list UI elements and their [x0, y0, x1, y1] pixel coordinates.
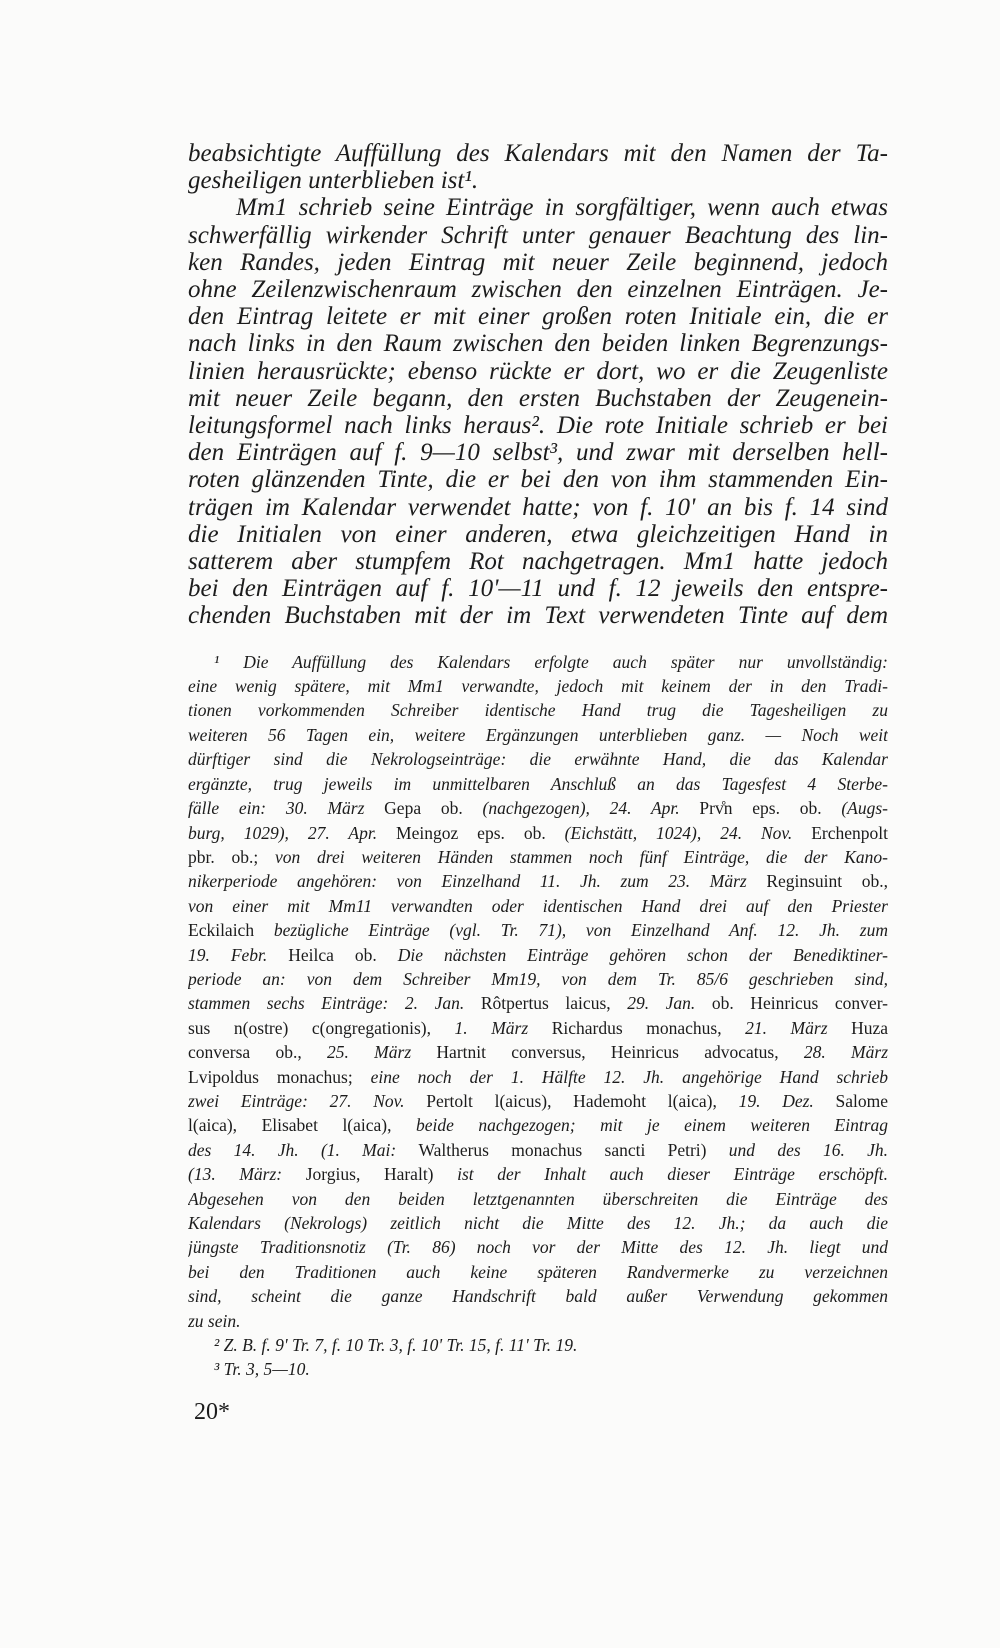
body-line: leitungsformel nach links heraus². Die rote Initiale schrieb er bei — [188, 412, 888, 440]
body-line: chenden Buchstaben mit der im Text verwendeten Tinte auf dem — [188, 602, 888, 630]
footnote-segment: von einer mit Mm11 verwandten oder identischen Hand drei auf den Priester — [188, 895, 888, 916]
footnote-segment: stammen sechs Einträge: 2. Jan. — [188, 993, 481, 1014]
footnote-segment: eine wenig spätere, mit Mm1 verwandte, jedoch mit keinem der in den Tradi- — [188, 676, 888, 697]
footnote-segment: sind, scheint die ganze Handschrift bald außer Verwendung gekommen — [188, 1286, 888, 1307]
footnote-segment: Die nächsten Einträge gehören schon der Benediktiner- — [397, 944, 888, 965]
footnote-1-line — [188, 1016, 888, 1040]
footnote-segment: zu sein. — [188, 1310, 241, 1331]
footnote-segment: conversa ob., — [188, 1042, 328, 1063]
footnote-segment: weiteren 56 Tagen ein, weitere Ergänzungen unterblieben ganz. — Noch weit — [188, 724, 888, 745]
footnote-1-line — [188, 1089, 888, 1113]
body-line: ken Randes, jeden Eintrag mit neuer Zeile beginnend, jedoch — [188, 248, 888, 276]
footnote-segment: Jorgius, Haralt) — [305, 1164, 458, 1185]
page-content — [188, 140, 888, 1382]
footnote-1-line — [188, 967, 888, 991]
footnote-segment: beide nachgezogen; mit je einem weiteren Eintrag — [416, 1115, 888, 1136]
footnote-1-line — [188, 1138, 888, 1162]
footnote-segment: ¹ Die Auffüllung des Kalendars erfolgte auch später nur unvollständig: — [214, 651, 888, 672]
footnote-segment: (Augs- — [841, 798, 888, 819]
body-line: schwerfällig wirkender Schrift unter genauer Beachtung des lin- — [188, 221, 888, 249]
footnote-segment: (13. März: — [188, 1164, 306, 1185]
footnote-segment: 19. Dez. — [738, 1090, 836, 1111]
footnote-1-line — [188, 1235, 888, 1259]
footnote-segment: periode an: von dem Schreiber Mm19, von dem Tr. 85/6 geschrieben sind, — [188, 968, 888, 989]
footnote-1-line — [188, 1040, 888, 1064]
footnote-segment: 28. März — [803, 1042, 888, 1063]
footnote-1-line — [188, 845, 888, 869]
footnote-segment: Erchenpolt — [811, 822, 888, 843]
footnote-1-line — [188, 918, 888, 942]
footnote-segment: (nachgezogen), 24. Apr. — [482, 798, 700, 819]
footnote-2: ² Z. B. f. 9' Tr. 7, f. 10 Tr. 3, f. 10' Tr. 15, f. 11' Tr. 19. — [214, 1335, 578, 1356]
footnote-segment: zwei Einträge: 27. Nov. — [188, 1090, 427, 1111]
footnote-segment: Lvipoldus monachus; — [188, 1066, 371, 1087]
footnote-segment: tionen vorkommenden Schreiber identische Hand trug die Tagesheiligen zu — [188, 700, 888, 721]
footnote-1-line — [188, 698, 888, 722]
footnote-segment: Meingoz eps. ob. — [396, 822, 565, 843]
footnote-segment: bezügliche Einträge (vgl. Tr. 71), von Einzelhand Anf. 12. Jh. zum — [273, 920, 888, 941]
body-line: roten glänzenden Tinte, die er bei den von ihm stammenden Ein- — [188, 466, 888, 494]
footnote-segment: 25. März — [327, 1042, 437, 1063]
footnote-1-line — [188, 1284, 888, 1308]
body-line: beabsichtigte Auffüllung des Kalendars mit den Namen der Ta- — [188, 140, 888, 167]
body-line: linien herausrückte; ebenso rückte er dort, wo er die Zeugenliste — [188, 357, 888, 385]
footnote-segment: 1. März — [454, 1017, 552, 1038]
footnote-1-line — [188, 674, 888, 698]
footnote-1-line — [188, 796, 888, 820]
footnote-segment: (Eichstätt, 1024), 24. Nov. — [564, 822, 812, 843]
footnote-segment: 21. März — [745, 1017, 852, 1038]
footnote-1-line — [188, 943, 888, 967]
body-line: den Einträgen auf f. 9—10 selbst³, und zwar mit derselben hell- — [188, 439, 888, 467]
footnote-1-line — [188, 747, 888, 771]
body-line: die Initialen von einer anderen, etwa gleichzeitigen Hand in — [188, 520, 888, 548]
body-line: satterem aber stumpfem Rot nachgetragen. Mm1 hatte jedoch — [188, 548, 888, 576]
footnote-1-line — [188, 1309, 888, 1333]
footnote-segment: burg, 1029), 27. Apr. — [188, 822, 397, 843]
footnote-segment: Kalendars (Nekrologs) zeitlich nicht die Mitte des 12. Jh.; da auch die — [188, 1213, 888, 1233]
footnote-segment: 29. Jan. — [627, 993, 712, 1014]
footnote-segment: sus n(ostre) c(ongregationis), — [188, 1017, 455, 1038]
footnote-segment: eine noch der 1. Hälfte 12. Jh. angehörige Hand schrieb — [370, 1066, 888, 1087]
body-line: Mm1 schrieb seine Einträge in sorgfältiger, wenn auch etwas — [236, 194, 888, 222]
footnote-segment: des 14. Jh. (1. Mai: — [188, 1139, 419, 1160]
footnote-1-line — [188, 772, 888, 796]
footnote-segment: dürftiger sind die Nekrologseinträge: die erwähnte Hand, die das Kalendar — [188, 749, 888, 770]
page-number: 20* — [194, 1399, 230, 1425]
footnote-1-line — [188, 821, 888, 845]
body-line: den Eintrag leitete er mit einer großen roten Initiale ein, die er — [188, 303, 888, 331]
body-line: bei den Einträgen auf f. 10'—11 und f. 12 jeweils den entspre- — [188, 575, 888, 603]
footnote-segment: pbr. ob.; — [188, 846, 276, 867]
body-line: trägen im Kalendar verwendet hatte; von f. 10' an bis f. 14 sind — [188, 493, 888, 521]
footnote-1-line — [188, 1162, 888, 1186]
body-line: mit neuer Zeile begann, den ersten Buchstaben der Zeugenein- — [188, 384, 888, 412]
footnote-segment: Heilca ob. — [288, 944, 398, 965]
footnotes — [188, 650, 888, 1382]
body-line: gesheiligen unterblieben ist¹. — [188, 167, 479, 195]
footnote-1-line — [188, 1211, 888, 1235]
footnote-1-line — [188, 991, 888, 1015]
footnote-segment: von drei weiteren Händen stammen noch fünf Einträge, die der Kano- — [275, 846, 888, 867]
footnote-1-line — [188, 1260, 888, 1284]
footnote-segment: Hartnit conversus, Heinricus advocatus, — [436, 1042, 804, 1063]
footnote-1-line — [188, 1113, 888, 1137]
main-text — [188, 140, 888, 630]
footnote-1-line — [188, 723, 888, 747]
footnote-segment: Huza — [851, 1017, 888, 1038]
body-line: ohne Zeilenzwischenraum zwischen den einzelnen Einträgen. Je- — [188, 276, 888, 304]
footnote-segment: Waltherus monachus sancti Petri) — [418, 1139, 729, 1160]
footnote-segment: und des 16. Jh. — [728, 1139, 888, 1160]
footnote-3: ³ Tr. 3, 5—10. — [214, 1359, 310, 1380]
footnote-segment: jüngste Traditionsnotiz (Tr. 86) noch vor der Mitte des 12. Jh. liegt und — [188, 1237, 888, 1258]
footnote-1-line — [188, 1187, 888, 1211]
footnote-segment: l(aica), Elisabet l(aica), — [188, 1115, 417, 1136]
body-line: nach links in den Raum zwischen den beiden linken Begrenzungs- — [188, 330, 888, 358]
footnote-segment: Salome — [835, 1090, 888, 1111]
footnote-segment: 19. Febr. — [188, 944, 289, 965]
footnote-1-line — [188, 650, 888, 674]
footnote-segment: Gepa ob. — [384, 798, 483, 819]
footnote-segment: ist der Inhalt auch dieser Einträge erschöpft. — [457, 1164, 888, 1185]
footnote-segment: Pertolt l(aicus), Hademoht l(aica), — [426, 1090, 739, 1111]
footnote-segment: ergänzte, trug jeweils im unmittelbaren Anschluß an das Tagesfest 4 Sterbe- — [188, 773, 888, 794]
footnote-segment: Prv̊n eps. ob. — [699, 798, 842, 819]
footnote-segment: Eckilaich — [188, 920, 274, 941]
footnote-1-line — [188, 869, 888, 893]
footnote-segment: fälle ein: 30. März — [188, 798, 385, 819]
footnote-segment: ob. Heinricus conver- — [711, 993, 888, 1014]
footnote-segment: bei den Traditionen auch keine späteren Randvermerke zu verzeichnen — [188, 1261, 888, 1282]
footnote-segment: Abgesehen von den beiden letztgenannten überschreiten die Einträge des — [188, 1188, 888, 1209]
footnote-segment: Rôtpertus laicus, — [480, 993, 628, 1014]
footnote-1-line — [188, 1065, 888, 1089]
footnote-1-line — [188, 894, 888, 918]
footnote-segment: Reginsuint ob., — [766, 871, 888, 892]
footnote-segment: nikerperiode angehören: von Einzelhand 11. Jh. zum 23. März — [188, 871, 767, 892]
footnote-segment: Richardus monachus, — [551, 1017, 746, 1038]
